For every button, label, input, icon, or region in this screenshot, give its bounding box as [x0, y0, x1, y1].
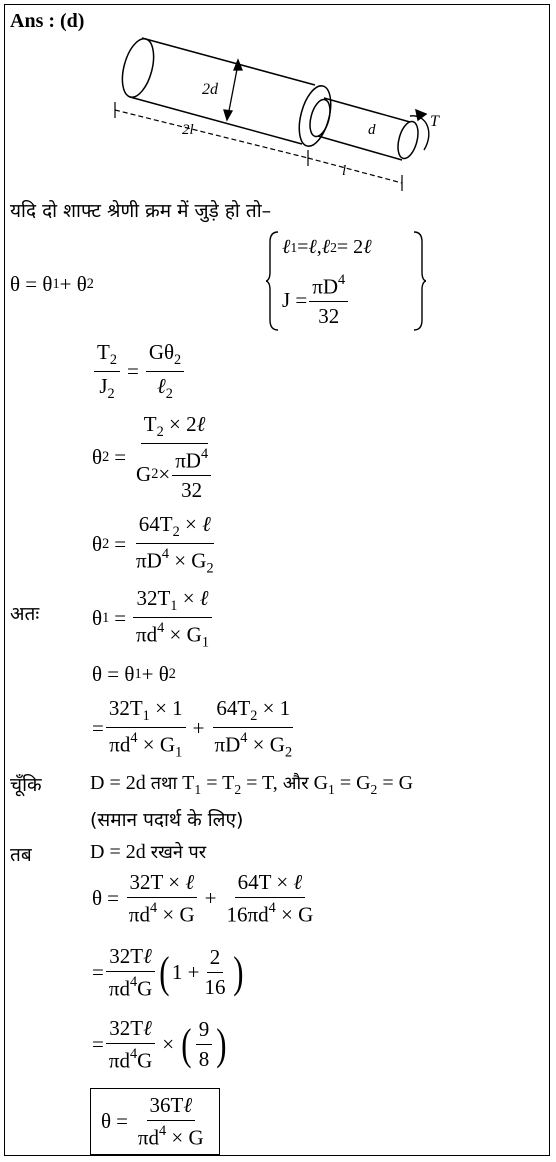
eq-theta-expanded: = $\frac{32T_1 \times 1}{\pi d^4 \times G_1}$ + $\frac{64T_2 \times 1}{\pi D^4 \times G_2}$ [92, 696, 293, 761]
dimension-lines [115, 102, 402, 191]
dia-arrow [224, 60, 242, 120]
eq-theta2-b: θ 2 = $\frac{64T_2 \times \ell}{\pi D^4 \times G_2}$ [92, 512, 214, 577]
shaft-diagram [110, 30, 450, 195]
eq-theta1: θ 1 = $\frac{32T_1 \times \ell}{\pi d^4 \times G_1}$ [92, 586, 214, 651]
label-d: d [368, 122, 376, 138]
given-J-eq: J = $\frac{\pi D^4}{32}$ [282, 272, 350, 329]
eq-theta2-a: θ 2 = $T_2$ × 2ℓ G 2 × $\frac{\pi D^4}{32}$ [92, 412, 218, 503]
eq-simplified: = $\frac{\text{32Tℓ}}{\pi d^4G}$ × ( $\frac{9}{8}$ ) [92, 1016, 227, 1073]
final-answer-box: θ = $\frac{\text{36Tℓ}}{\pi d^4 \times G}$ [90, 1088, 220, 1155]
condition-note: (समान पदार्थ के लिए) [90, 809, 244, 831]
label-T: T [430, 113, 439, 130]
torque-arrow [410, 110, 429, 150]
answer-label: Ans : (d) [10, 10, 85, 32]
given-l-eq: ℓ 1 = ℓ , ℓ 2 = 2 ℓ [282, 236, 372, 258]
theta-sum-eq: θ = θ 1 + θ 2 [10, 272, 94, 296]
label-2l: 2l [182, 122, 194, 138]
condition-line: D = 2d तथा $T_1 = T_2 = T$, और $G_1 = G_2 = G$ [90, 772, 414, 797]
intro-text: यदि दो शाफ्ट श्रेणी क्रम में जुड़े हो तो– [10, 200, 272, 222]
label-atah: अतः [10, 603, 40, 625]
large-shaft [117, 35, 337, 149]
eq-factored: = $\frac{\text{32Tℓ}}{\pi d^4G}$ ( 1 + $\frac{2}{16}$ ) [92, 944, 243, 1001]
label-chunki: चूँकि [10, 774, 42, 796]
label-l: l [342, 163, 347, 179]
eq-torsion: $\frac{T_2}{J_2}$ = $\frac{G\theta_2}{\ell_2}$ [92, 340, 186, 403]
substitute-line: D = 2d रखने पर [90, 841, 207, 863]
label-tab: तब [10, 844, 32, 866]
eq-theta-sum-2: θ = θ 1 + θ 2 [92, 662, 176, 686]
eq-substituted: θ = $\frac{\text{32T × ℓ}}{\pi d^4 \times G}$ + $\frac{\text{64T × ℓ}}{16\pi d^4 \times G}$ [92, 870, 314, 927]
label-2d: 2d [202, 81, 218, 98]
